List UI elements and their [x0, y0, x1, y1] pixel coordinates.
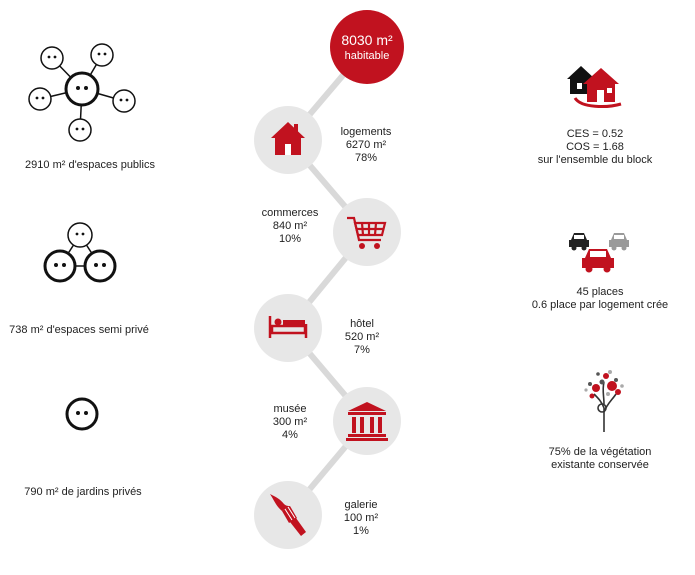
paintbrush-icon [268, 492, 308, 538]
musee-name: musée [273, 403, 307, 415]
bed-icon [266, 312, 310, 342]
hotel-name: hôtel [350, 318, 374, 330]
shopping-cart-icon [345, 213, 389, 253]
ces-value: CES = 0.52 [566, 128, 624, 140]
block-label: sur l'ensemble du block [537, 154, 653, 166]
tree-vegetation-icon [582, 368, 628, 434]
parking-places: 45 places [576, 286, 624, 298]
galerie-pct: 1% [353, 525, 369, 537]
vegetation-line2: existante conservée [551, 459, 649, 471]
total-habitable-value: 8030 m² [341, 32, 393, 48]
commerces-area: 840 m² [272, 220, 308, 232]
cos-value: COS = 1.68 [566, 141, 624, 153]
hotel-area: 520 m² [344, 331, 380, 343]
houses-block-icon [567, 64, 623, 110]
musee-pct: 4% [282, 429, 298, 441]
semi-private-label: 738 m² d'espaces semi privé [9, 324, 149, 336]
total-habitable-sub: habitable [344, 50, 390, 62]
commerces-name: commerces [261, 207, 319, 219]
commerces-pct: 10% [278, 233, 302, 245]
house-icon [268, 119, 308, 159]
vegetation-line1: 75% de la végétation [548, 446, 652, 458]
logements-area: 6270 m² [345, 139, 387, 151]
musee-area: 300 m² [272, 416, 308, 428]
hotel-pct: 7% [354, 344, 370, 356]
galerie-name: galerie [344, 499, 378, 511]
private-garden-label: 790 m² de jardins privés [24, 486, 142, 498]
public-spaces-label: 2910 m² d'espaces publics [25, 159, 155, 171]
logements-name: logements [340, 126, 392, 138]
museum-icon [345, 400, 389, 442]
galerie-area: 100 m² [343, 512, 379, 524]
parking-cars-icon [568, 228, 632, 274]
parking-ratio: 0.6 place par logement crée [531, 299, 669, 311]
logements-pct: 78% [354, 152, 378, 164]
